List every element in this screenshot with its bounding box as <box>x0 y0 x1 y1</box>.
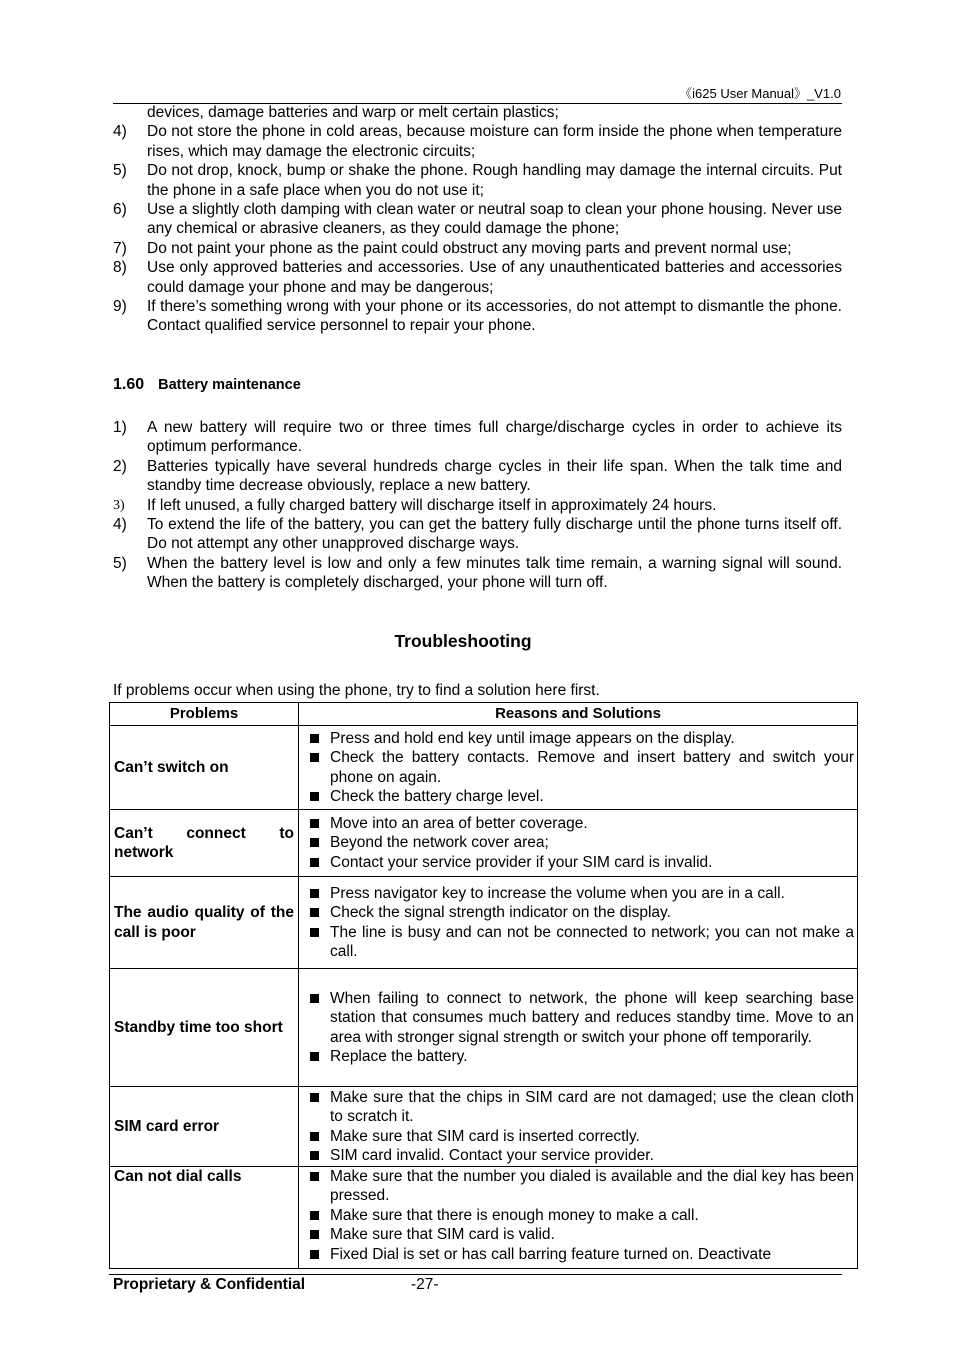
table-row <box>110 1167 858 1269</box>
bullet-square-icon <box>310 994 319 1003</box>
care-list <box>113 103 842 336</box>
bullet-square-icon <box>310 1151 319 1160</box>
table-row <box>110 969 858 1087</box>
solution-item: Make sure that the chips in SIM card are not damaged; use the clean cloth to scratch it. <box>307 1088 854 1127</box>
table-row <box>110 877 858 969</box>
solution-item: Move into an area of better coverage. <box>307 814 854 833</box>
problem-cell: Standby time too short <box>110 969 299 1087</box>
bullet-square-icon <box>310 819 319 828</box>
solutions-cell <box>299 1167 858 1269</box>
bullet-square-icon <box>310 792 319 801</box>
troubleshooting-intro: If problems occur when using the phone, try to find a solution here first. <box>113 682 600 699</box>
table-row <box>110 1087 858 1167</box>
list-item: 4) To extend the life of the battery, you can get the battery fully discharge until the phone turns itself off. Do not attempt any other unapproved discharge ways. <box>113 516 842 553</box>
solution-item: Contact your service provider if your SIM card is invalid. <box>307 853 854 872</box>
solutions-cell <box>299 1087 858 1167</box>
list-item: 2) Batteries typically have several hundreds charge cycles in their life span. When the talk time and standby time decrease obviously, replace a new battery. <box>113 457 842 495</box>
bullet-square-icon <box>310 1172 319 1181</box>
bullet-square-icon <box>310 1230 319 1239</box>
solution-item: Check the battery charge level. <box>307 787 854 806</box>
solution-item: Make sure that SIM card is valid. <box>307 1225 854 1244</box>
footer-divider <box>109 1274 842 1275</box>
bullet-square-icon <box>310 1093 319 1102</box>
solution-item: Make sure that there is enough money to make a call. <box>307 1206 854 1225</box>
header-title: 《i625 User Manual》_V1.0 <box>679 86 841 101</box>
list-item: 3) If left unused, a fully charged battery will discharge itself in approximately 24 hours. <box>113 496 717 514</box>
solutions-cell <box>299 877 858 969</box>
list-item: 7) Do not paint your phone as the paint could obstruct any moving parts and prevent normal use; <box>113 239 792 257</box>
bullet-square-icon <box>310 928 319 937</box>
list-item: 9) If there’s something wrong with your phone or its accessories, do not attempt to dismantle the phone. Contact qualified service personnel to repair your phone. <box>113 298 842 335</box>
list-item: 6) Use a slightly cloth damping with clean water or neutral soap to clean your phone housing. Never use any chemical or abrasive cleaners, as they could damage the phone; <box>113 201 842 238</box>
section-number: 1.60 <box>113 376 145 393</box>
list-item: 5) Do not drop, knock, bump or shake the phone. Rough handling may damage the internal circuits. Put the phone in a safe place when you do not use it; <box>113 162 842 199</box>
solutions-cell <box>299 726 858 810</box>
table-header-row <box>110 703 858 726</box>
problem-cell: SIM card error <box>110 1087 299 1167</box>
care-list-continuation: devices, damage batteries and warp or melt certain plastics; <box>147 104 559 121</box>
solution-item: Fixed Dial is set or has call barring feature turned on. Deactivate <box>307 1245 854 1264</box>
solution-item: Press navigator key to increase the volume when you are in a call. <box>307 884 854 903</box>
problem-cell: Can’t switch on <box>110 726 299 810</box>
footer-confidential: Proprietary & Confidential <box>113 1276 306 1293</box>
column-header-solutions: Reasons and Solutions <box>299 703 858 726</box>
troubleshooting-table <box>109 702 858 1269</box>
solutions-cell <box>299 810 858 877</box>
bullet-square-icon <box>310 1052 319 1061</box>
list-item: 4) Do not store the phone in cold areas, because moisture can form inside the phone when temperature rises, which may damage the electronic circuits; <box>113 123 842 160</box>
section-heading <box>113 376 301 394</box>
bullet-square-icon <box>310 1132 319 1141</box>
solution-item: SIM card invalid. Contact your service provider. <box>307 1146 854 1165</box>
bullet-square-icon <box>310 858 319 867</box>
section-title: Battery maintenance <box>158 377 301 393</box>
solution-item: Replace the battery. <box>307 1047 854 1066</box>
bullet-square-icon <box>310 908 319 917</box>
solution-item: When failing to connect to network, the phone will keep searching base station that consumes much battery and reduces standby time. Move to an area with stronger signal strength or switch your phone off temporarily. <box>307 989 854 1047</box>
table-row <box>110 810 858 877</box>
solutions-cell <box>299 969 858 1087</box>
solution-item: Press and hold end key until image appears on the display. <box>307 729 854 748</box>
troubleshooting-title: Troubleshooting <box>394 631 532 651</box>
solution-item: Check the signal strength indicator on the display. <box>307 903 854 922</box>
list-item: 5) When the battery level is low and only a few minutes talk time remain, a warning signal will sound. When the battery is completely discharged, your phone will turn off. <box>113 554 842 592</box>
column-header-problems: Problems <box>110 703 299 726</box>
solution-item: Check the battery contacts. Remove and insert battery and switch your phone on again. <box>307 748 854 787</box>
table-row <box>110 726 858 810</box>
bullet-square-icon <box>310 1211 319 1220</box>
bullet-square-icon <box>310 1250 319 1259</box>
problem-cell: Can not dial calls <box>110 1167 299 1269</box>
page-number: -27- <box>411 1276 439 1293</box>
bullet-square-icon <box>310 734 319 743</box>
solution-item: Beyond the network cover area; <box>307 833 854 852</box>
solution-item: Make sure that the number you dialed is available and the dial key has been pressed. <box>307 1167 854 1206</box>
battery-list <box>113 418 842 593</box>
problem-cell: The audio quality of the call is poor <box>110 877 299 969</box>
solution-item: The line is busy and can not be connected to network; you can not make a call. <box>307 923 854 962</box>
solution-item: Make sure that SIM card is inserted correctly. <box>307 1127 854 1146</box>
bullet-square-icon <box>310 753 319 762</box>
bullet-square-icon <box>310 838 319 847</box>
bullet-square-icon <box>310 889 319 898</box>
problem-cell: Can’t connect to network <box>110 810 299 877</box>
list-item: 8) Use only approved batteries and accessories. Use of any unauthenticated batteries and accessories could damage your phone and may be dangerous; <box>113 259 842 296</box>
list-item: 1) A new battery will require two or three times full charge/discharge cycles in order to achieve its optimum performance. <box>113 419 842 456</box>
